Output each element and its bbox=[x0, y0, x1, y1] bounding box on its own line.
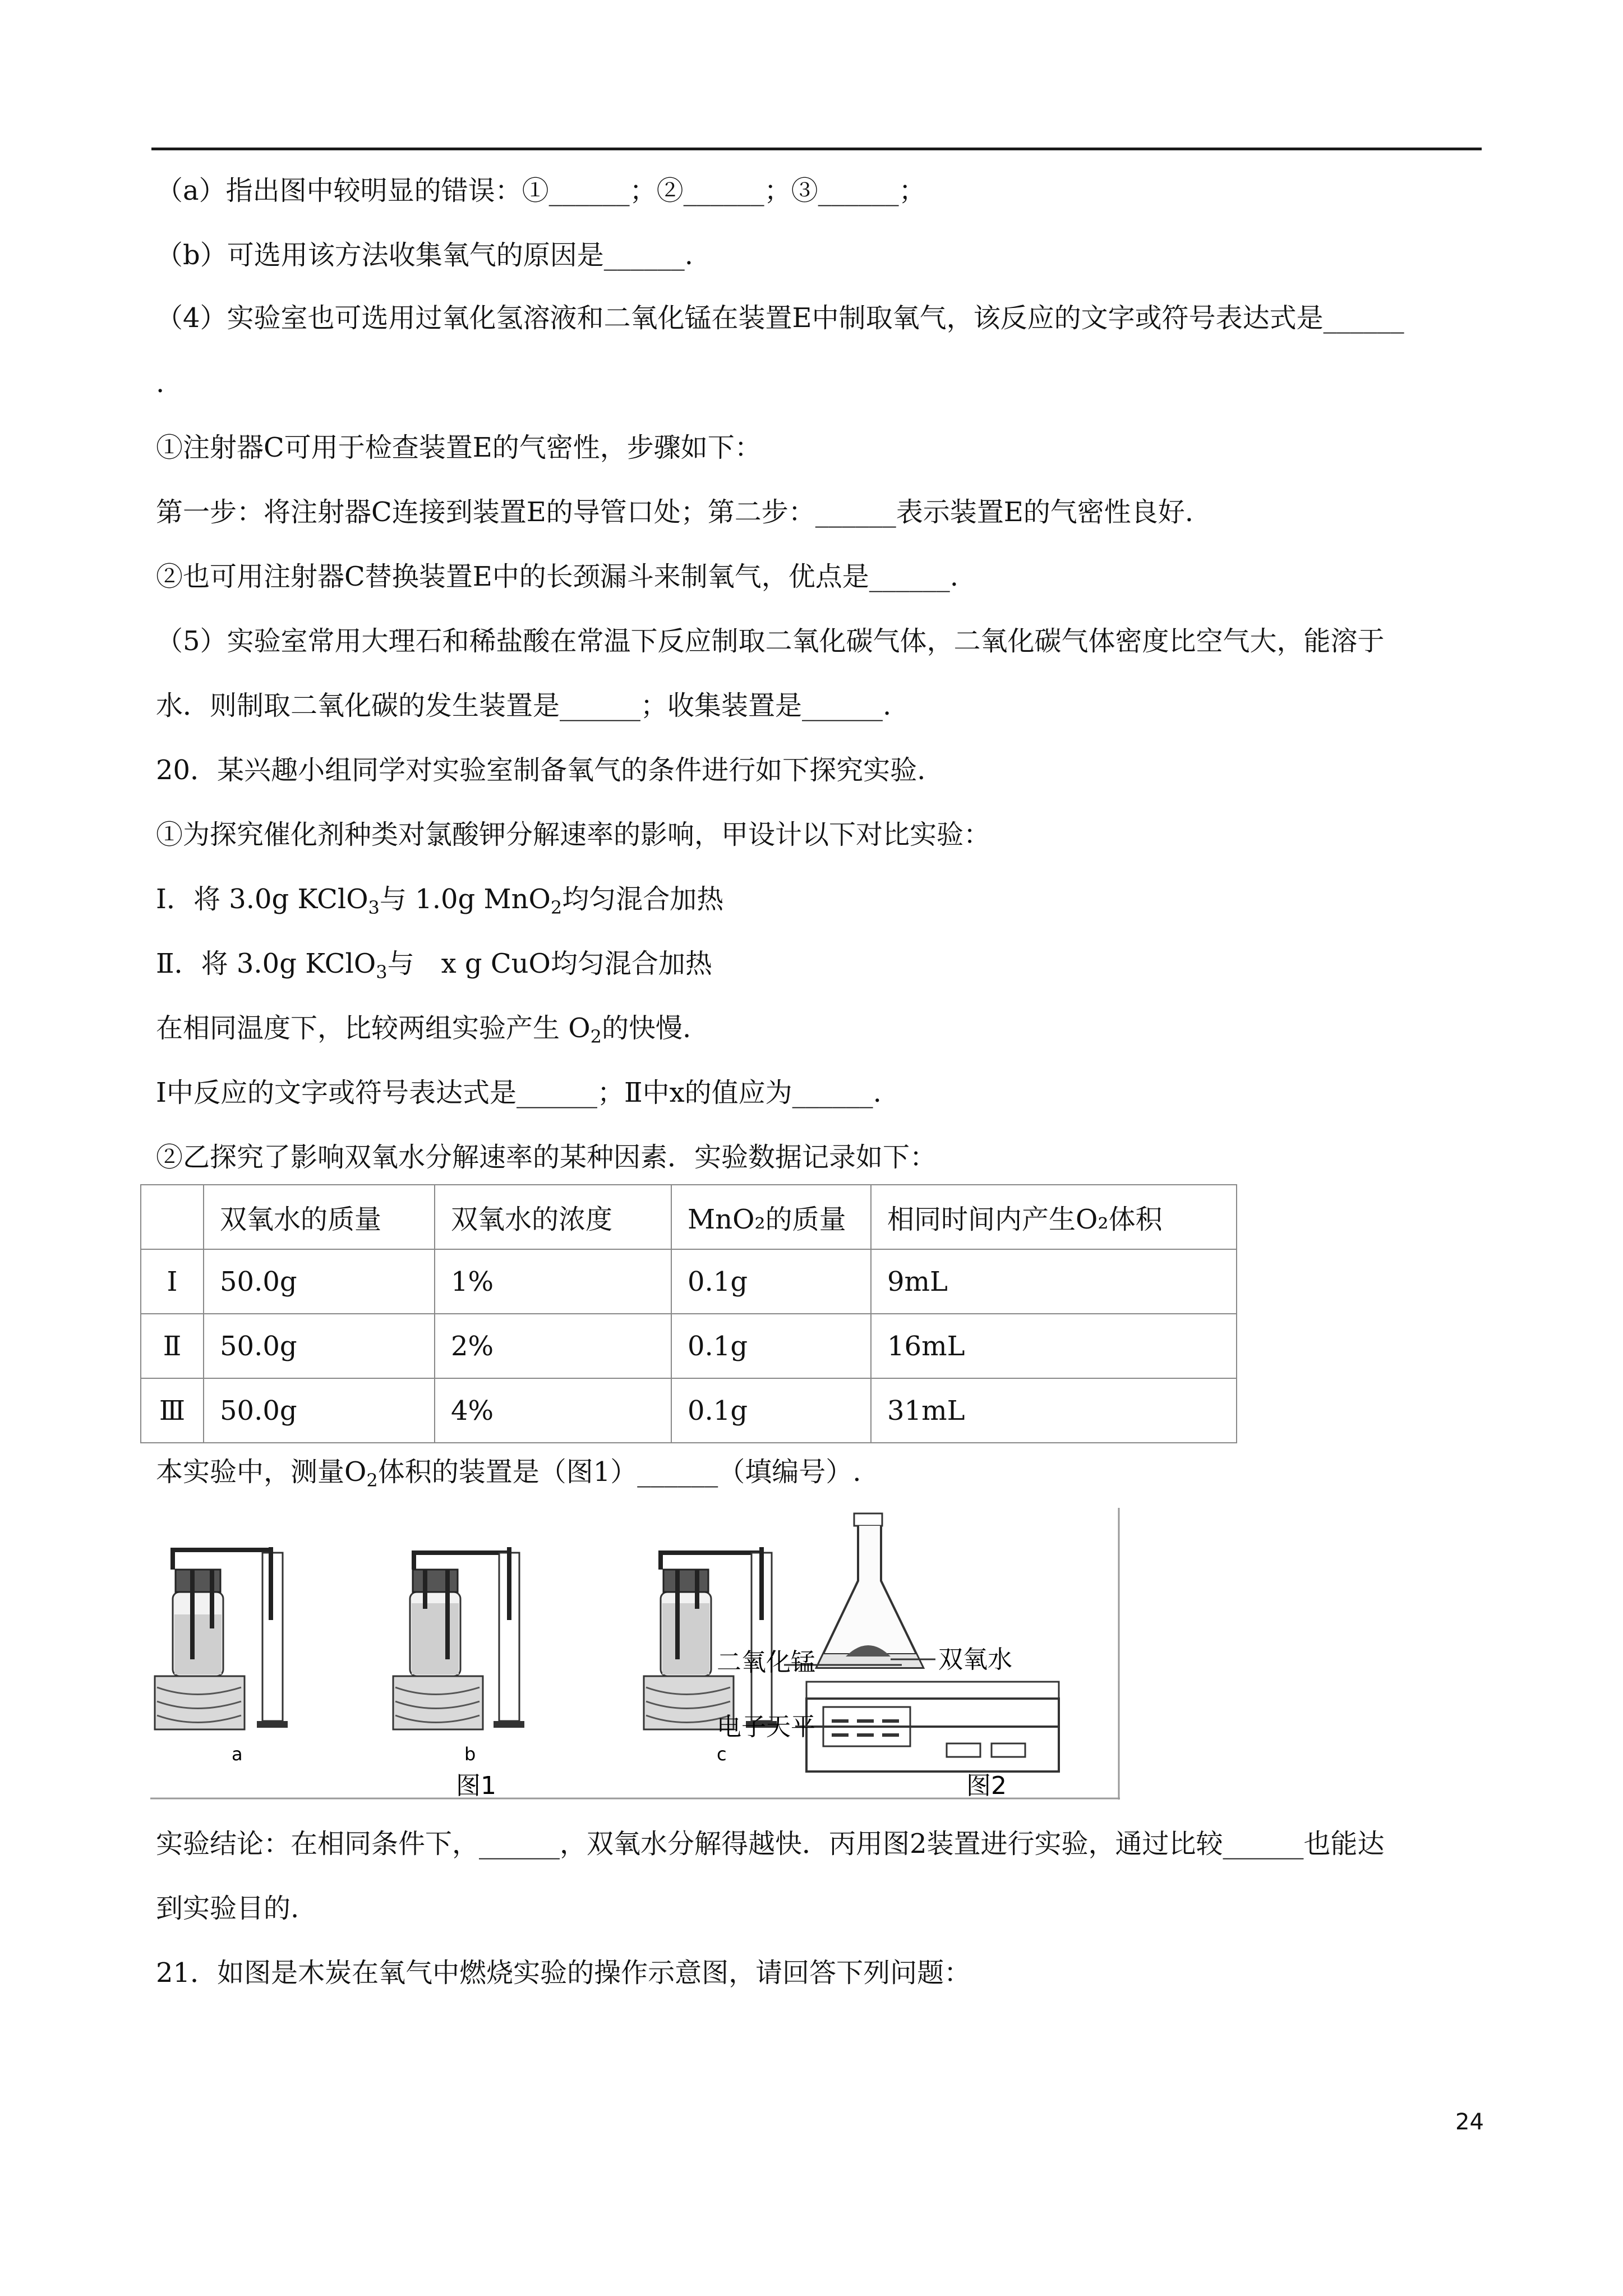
table-cell: 1% bbox=[435, 1249, 671, 1314]
table-row bbox=[141, 1314, 1237, 1378]
conclusion-continuation: 到实验目的. bbox=[156, 1893, 299, 1924]
table-cell: Ⅰ bbox=[141, 1249, 204, 1314]
conclusion-line: 实验结论：在相同条件下，______，双氧水分解得越快．丙用图2装置进行实验，通过比较______也能达 bbox=[156, 1828, 1385, 1860]
expression-question-line: Ⅰ中反应的文字或符号表达式是______；Ⅱ中x的值应为______. bbox=[156, 1077, 882, 1108]
question-a-line: （a）指出图中较明显的错误：①______；②______；③______； bbox=[156, 175, 926, 206]
label-electronic-balance: 电子天平 bbox=[717, 1713, 815, 1741]
syringe-advantage-line: ②也可用注射器C替换装置E中的长颈漏斗来制氧气，优点是______. bbox=[156, 561, 959, 592]
apparatus-a bbox=[155, 1547, 288, 1729]
label-a: a bbox=[232, 1743, 243, 1765]
experiment-2-intro: ②乙探究了影响双氧水分解速率的某种因素．实验数据记录如下： bbox=[156, 1142, 937, 1173]
figure-2-caption: 图2 bbox=[966, 1772, 1007, 1800]
data-table bbox=[140, 1184, 1237, 1443]
table-cell: Ⅲ bbox=[141, 1378, 204, 1443]
compare-line: 在相同温度下，比较两组实验产生 $O_2$的快慢. bbox=[156, 1013, 691, 1047]
table-cell: 50.0g bbox=[204, 1249, 435, 1314]
table-cell: 0.1g bbox=[671, 1378, 871, 1443]
table-row bbox=[141, 1378, 1237, 1443]
label-manganese-dioxide: 二氧化锰 bbox=[717, 1648, 815, 1677]
label-hydrogen-peroxide: 双氧水 bbox=[938, 1645, 1012, 1674]
question-4-continuation: . bbox=[156, 367, 165, 399]
apparatus-figure bbox=[150, 1508, 1120, 1800]
table-row bbox=[141, 1249, 1237, 1314]
table-header-cell: 相同时间内产生O₂体积 bbox=[871, 1185, 1237, 1249]
table-header-cell: 双氧水的浓度 bbox=[435, 1185, 671, 1249]
table-cell: 50.0g bbox=[204, 1378, 435, 1443]
table-cell: 4% bbox=[435, 1378, 671, 1443]
page-number: 24 bbox=[1455, 2109, 1484, 2135]
table-cell: 0.1g bbox=[671, 1314, 871, 1378]
header-rule bbox=[151, 148, 1482, 150]
table-cell: Ⅱ bbox=[141, 1314, 204, 1378]
label-b: b bbox=[464, 1743, 476, 1765]
syringe-check-line: ①注射器C可用于检查装置E的气密性，步骤如下： bbox=[156, 432, 762, 463]
question-4-line: （4）实验室也可选用过氧化氢溶液和二氧化锰在装置E中制取氧气，该反应的文字或符号表达式是______ bbox=[156, 302, 1404, 334]
table-cell: 16mL bbox=[871, 1314, 1237, 1378]
table-cell: 0.1g bbox=[671, 1249, 871, 1314]
question-20-title: 20．某兴趣小组同学对实验室制备氧气的条件进行如下探究实验. bbox=[156, 754, 926, 786]
table-cell: 2% bbox=[435, 1314, 671, 1378]
figure-1-caption: 图1 bbox=[456, 1772, 496, 1800]
table-header-row bbox=[141, 1185, 1237, 1249]
label-c: c bbox=[717, 1743, 727, 1765]
steps-line: 第一步：将注射器C连接到装置E的导管口处；第二步：______表示装置E的气密性良好. bbox=[156, 496, 1194, 528]
experiment-1-intro: ①为探究催化剂种类对氯酸钾分解速率的影响，甲设计以下对比实验： bbox=[156, 819, 991, 850]
table-cell: 50.0g bbox=[204, 1314, 435, 1378]
question-5-continuation: 水．则制取二氧化碳的发生装置是______；收集装置是______. bbox=[156, 690, 892, 721]
table-header-cell: 双氧水的质量 bbox=[204, 1185, 435, 1249]
measure-device-line: 本实验中，测量$O_2$体积的装置是（图1）______（填编号）. bbox=[156, 1456, 861, 1491]
table-header-cell bbox=[141, 1185, 204, 1249]
experiment-i-line: Ⅰ．将 3.0g KClO$_3$与 1.0g MnO$_2$均匀混合加热 bbox=[156, 884, 724, 918]
question-5-line: （5）实验室常用大理石和稀盐酸在常温下反应制取二氧化碳气体，二氧化碳气体密度比空气大，能溶于 bbox=[156, 625, 1385, 657]
question-21-title: 21．如图是木炭在氧气中燃烧实验的操作示意图，请回答下列问题： bbox=[156, 1957, 971, 1989]
question-b-line: （b）可选用该方法收集氧气的原因是______. bbox=[156, 240, 693, 271]
table-cell: 31mL bbox=[871, 1378, 1237, 1443]
table-cell: 9mL bbox=[871, 1249, 1237, 1314]
table-header-cell: MnO₂的质量 bbox=[671, 1185, 871, 1249]
experiment-ii-line: Ⅱ．将 3.0g KClO$_3$与 x g CuO均匀混合加热 bbox=[156, 948, 712, 983]
